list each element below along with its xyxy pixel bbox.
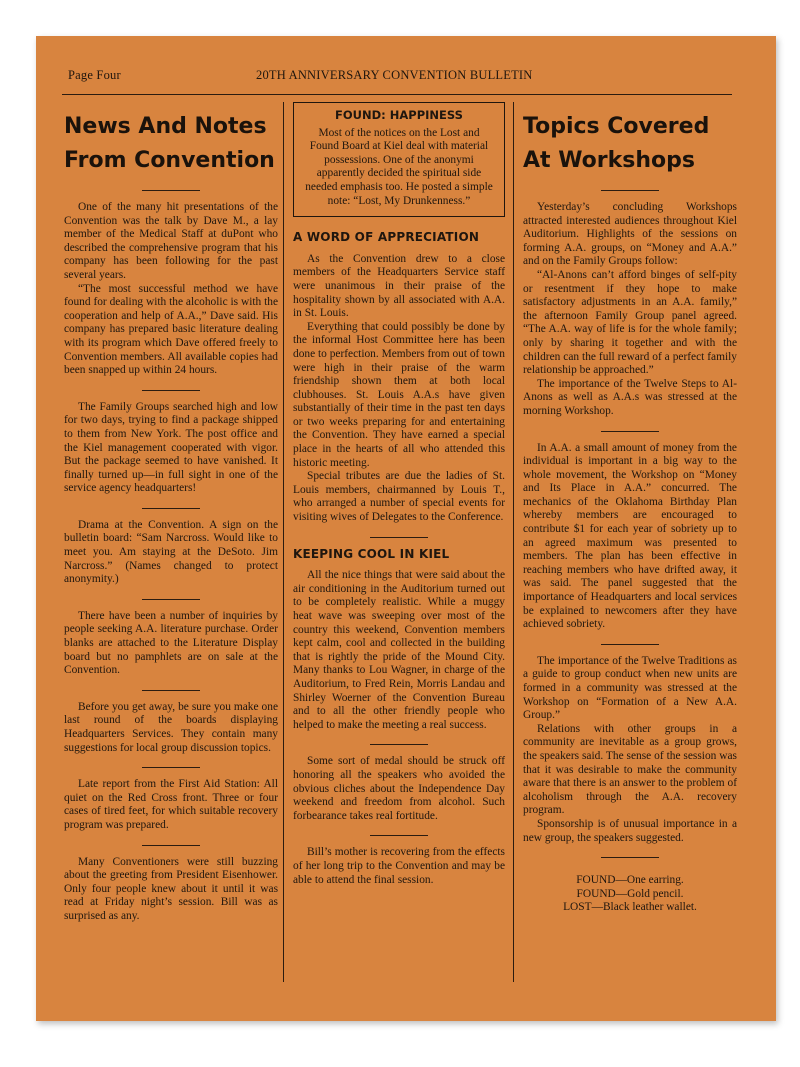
section-rule <box>142 845 200 846</box>
box-title: FOUND: HAPPINESS <box>335 108 463 122</box>
column-divider-2 <box>513 102 514 982</box>
found-item: LOST—Black leather wallet. <box>563 901 697 914</box>
section-rule <box>142 599 200 600</box>
appreciation-heading: A WORD OF APPRECIATION <box>293 230 480 245</box>
headline-line: At Workshops <box>523 148 695 173</box>
header-rule <box>62 94 732 95</box>
section-rule <box>142 390 200 391</box>
article-paragraph: The importance of the Twelve Traditions as a guide to group conduct when new units are formed in a community was stressed at the Workshop on “Formation of a New A.A. Group.” <box>523 654 737 722</box>
article-paragraph: Some sort of medal should be struck off honoring all the speakers who avoided the obvious cliches about the Independence Day weekend and freedom from alcohol. Such forbearance takes real fortitude. <box>293 755 505 822</box>
article-paragraph: One of the many hit presentations of the Convention was the talk by Dave M., a lay member of the Medical Staff at duPont who described the comprehensive program that his company has been following for the past several years. <box>64 201 278 281</box>
bulletin-title: 20TH ANNIVERSARY CONVENTION BULLETIN <box>256 68 533 82</box>
headline-topics <box>523 110 737 178</box>
article-paragraph: Before you get away, be sure you make one last round of the boards displaying Headquarters Services. They contain many suggestions for local group discussion topics. <box>64 700 278 754</box>
section-rule <box>142 190 200 191</box>
page-number: Page Four <box>68 68 121 82</box>
article-paragraph: Bill’s mother is recovering from the effects of her long trip to the Convention and may be able to attend the final session. <box>293 846 505 886</box>
article-paragraph: Sponsorship is of unusual importance in a new group, the speakers suggested. <box>523 817 737 844</box>
section-rule <box>601 431 659 432</box>
article-paragraph: “The most successful method we have found for dealing with the alcoholic is with the cooperation and help of A.A.,” Dave said. His company has prepared basic literature dealing with its program which Dave offered freely to Convention members. All available copies had been snapped up within 24 hours. <box>64 282 278 377</box>
article-paragraph: “Al-Anons can’t afford binges of self-pity or resentment if they hope to make satisfactory adjustments in an A.A. family,” the afternoon Family Group panel agreed. “The A.A. way of life is for the whole family; only by sharing it together and with the children can the full reward of a perfect family relationship be approached.” <box>523 268 737 377</box>
column-news-and-notes <box>64 102 278 924</box>
headline-news <box>64 110 278 178</box>
article-paragraph: Yesterday’s concluding Workshops attracted interested audiences throughout Kiel Auditorium. Highlights of the sessions on forming A.A. groups, on “Money and A.A.” and on the Family Groups follow: <box>523 201 737 268</box>
section-rule <box>142 690 200 691</box>
column-middle <box>293 102 505 887</box>
section-rule <box>601 857 659 858</box>
box-text: Most of the notices on the Lost and Found Board at Kiel deal with material possessions. One of the anonymi apparently decided the spiritual side needed emphasis too. He posted a simple note: “Lost, My Drunkenness.” <box>305 126 493 207</box>
article-paragraph: Everything that could possibly be done by the informal Host Committee here has been done to perfection. Members from out of town were high in their praise of the warm friendship shown them at both local clubhouses. St. Louis A.A.s have given substantially of their time in the past ten days or two weeks preparing for and entertaining the Convention. They have earned a special place in the hearts of all who attended this historic meeting. <box>293 320 505 469</box>
article-paragraph: Special tributes are due the ladies of St. Louis members, chairmanned by Louis T., who arranged a number of special events for visiting wives of Delegates to the Conference. <box>293 470 505 524</box>
article-paragraph: Late report from the First Aid Station: All quiet on the Red Cross front. Three or four cases of tired feet, for which suitable recovery program was prepared. <box>64 778 278 831</box>
found-item: FOUND—One earring. <box>576 874 684 887</box>
found-happiness-box <box>293 102 505 217</box>
section-rule <box>601 644 659 645</box>
section-rule <box>370 744 428 745</box>
article-paragraph: In A.A. a small amount of money from the individual is important in a big way to the whole movement, the Workshop on “Money and Its Place in A.A.” concurred. The mechanics of the Oklahoma Birthday Plan whereby members are encouraged to contribute $1 for each year of sobriety up to an agreed maximum was presented to members. The plan has been effective in reaching members who have drifted away, it was said. The panel suggested that the importance of Headquarters and local services be explained to newcomers after they have achieved sobriety. <box>523 441 737 631</box>
section-rule <box>142 767 200 768</box>
article-paragraph: Many Conventioners were still buzzing about the greeting from President Eisenhower. Only four people knew about it until it was read at Friday night’s session. Bill was as surprised as any. <box>64 855 278 922</box>
headline-line: News And Notes <box>64 114 267 139</box>
article-paragraph: All the nice things that were said about the air conditioning in the Auditorium turned out to be completely realistic. While a muggy heat wave was sweeping over most of the country this weekend, Convention members kept calm, cool and collected in the building that is rightly the pride of the Mound City. Many thanks to Lou Wagner, in charge of the Auditorium, to Fred Rein, Morris Landau and Shirley Woerner of the Convention Bureau and to all the other friendly people who helped to make the meeting a real success. <box>293 569 505 731</box>
lost-and-found-list <box>523 874 737 915</box>
article-paragraph: The importance of the Twelve Steps to Al-Anons as well as A.A.s was stressed at the morning Workshop. <box>523 377 737 417</box>
column-divider-1 <box>283 102 284 982</box>
section-rule <box>370 537 428 538</box>
section-rule <box>142 508 200 509</box>
column-topics-covered <box>523 102 737 915</box>
article-paragraph: The Family Groups searched high and low for two days, trying to find a package shipped to them from New York. The post office and the Kiel management cooperated with vigor. But the package seemed to have vanished. It finally turned up—in full sight in one of the service agency headquarters! <box>64 400 278 495</box>
found-item: FOUND—Gold pencil. <box>576 887 684 900</box>
article-paragraph: Relations with other groups in a community are inevitable as a group grows, the speakers said. The sense of the session was that it was desirable to make the community aware that there is an answer to the problem of alcoholism through the A.A. recovery program. <box>523 722 737 817</box>
headline-line: From Convention <box>64 148 275 173</box>
article-paragraph: There have been a number of inquiries by people seeking A.A. literature purchase. Order blanks are attached to the Literature Display board but no pamphlets are on sale at the Convention. <box>64 609 278 677</box>
article-paragraph: Drama at the Convention. A sign on the bulletin board: “Sam Narcross. Would like to meet you. Am staying at the DeSoto. Jim Narcross.” (Names changed to protect anonymity.) <box>64 518 278 586</box>
section-rule <box>370 835 428 836</box>
section-rule <box>601 190 659 191</box>
article-paragraph: As the Convention drew to a close members of the Headquarters Service staff were unanimous in their praise of the hospitality shown by all associated with A.A. in St. Louis. <box>293 252 505 320</box>
keeping-cool-heading: KEEPING COOL IN KIEL <box>293 546 450 561</box>
headline-line: Topics Covered <box>523 114 710 139</box>
bulletin-page <box>36 36 776 1021</box>
